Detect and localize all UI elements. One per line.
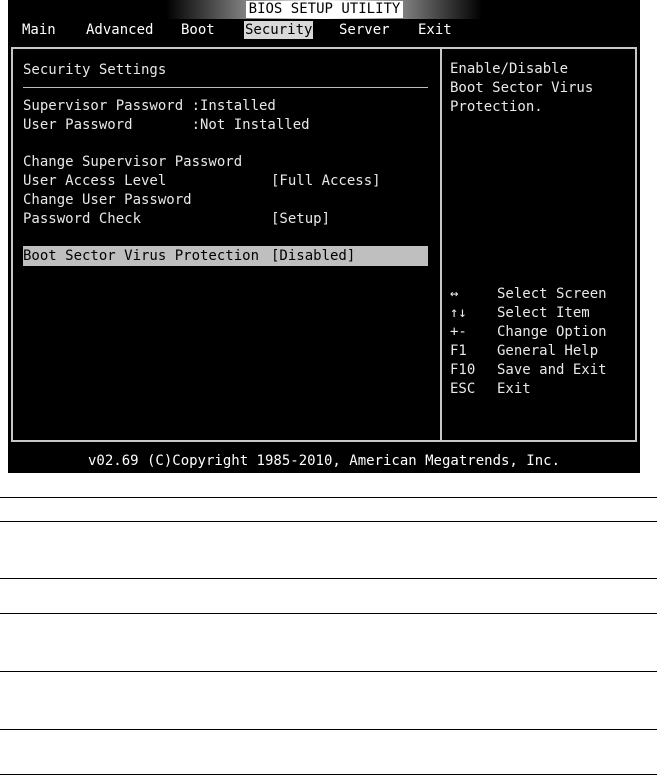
key-help-general-help: General Help <box>497 343 599 359</box>
content-frame <box>11 47 637 442</box>
password-check-value[interactable]: [Setup] <box>271 211 331 227</box>
boot-sector-virus-protection-row[interactable] <box>23 246 428 266</box>
password-check-item[interactable]: Password Check <box>23 211 142 227</box>
menu-advanced[interactable]: Advanced <box>86 22 154 38</box>
menu-server[interactable]: Server <box>339 22 390 38</box>
title-bar <box>8 0 640 19</box>
plus-minus-key: +- <box>450 324 467 340</box>
key-help-select-item: Select Item <box>497 305 590 321</box>
section-heading: Security Settings <box>23 62 167 78</box>
key-help-select-screen: Select Screen <box>497 286 607 302</box>
key-help-exit: Exit <box>497 381 531 397</box>
table-rule <box>0 497 657 498</box>
menu-main[interactable]: Main <box>22 22 56 38</box>
user-password-status: User Password :Not Installed <box>23 117 310 133</box>
boot-sector-virus-protection-label[interactable]: Boot Sector Virus Protection <box>23 248 260 264</box>
menu-security[interactable]: Security <box>245 22 313 38</box>
user-access-level-item[interactable]: User Access Level <box>23 173 167 189</box>
bios-screen <box>8 0 640 473</box>
menu-exit[interactable]: Exit <box>418 22 452 38</box>
help-text-line-3: Protection. <box>450 99 543 115</box>
help-text-line-1: Enable/Disable <box>450 61 569 77</box>
heading-divider <box>23 87 428 88</box>
supervisor-password-status: Supervisor Password :Installed <box>23 98 276 114</box>
table-rule <box>0 613 657 614</box>
f1-key: F1 <box>450 343 467 359</box>
up-down-arrow-icon: ↑↓ <box>450 305 467 321</box>
table-rule <box>0 578 657 579</box>
bios-title: BIOS SETUP UTILITY <box>246 1 403 18</box>
user-access-level-value[interactable]: [Full Access] <box>271 173 381 189</box>
left-right-arrow-icon: ↔ <box>450 286 459 302</box>
change-user-password-item[interactable]: Change User Password <box>23 192 192 208</box>
table-rule <box>0 729 657 730</box>
table-rule <box>0 671 657 672</box>
key-help-save-and-exit: Save and Exit <box>497 362 607 378</box>
copyright-footer: v02.69 (C)Copyright 1985-2010, American Megatrends, Inc. <box>87 453 560 469</box>
help-text-line-2: Boot Sector Virus <box>450 80 594 96</box>
table-rule <box>0 521 657 522</box>
panel-divider <box>440 49 442 440</box>
menu-bar <box>8 19 640 41</box>
boot-sector-virus-protection-value[interactable]: [Disabled] <box>271 248 356 264</box>
f10-key: F10 <box>450 362 476 378</box>
esc-key: ESC <box>450 381 476 397</box>
change-supervisor-password-item[interactable]: Change Supervisor Password <box>23 154 243 170</box>
key-help-change-option: Change Option <box>497 324 607 340</box>
menu-boot[interactable]: Boot <box>181 22 215 38</box>
